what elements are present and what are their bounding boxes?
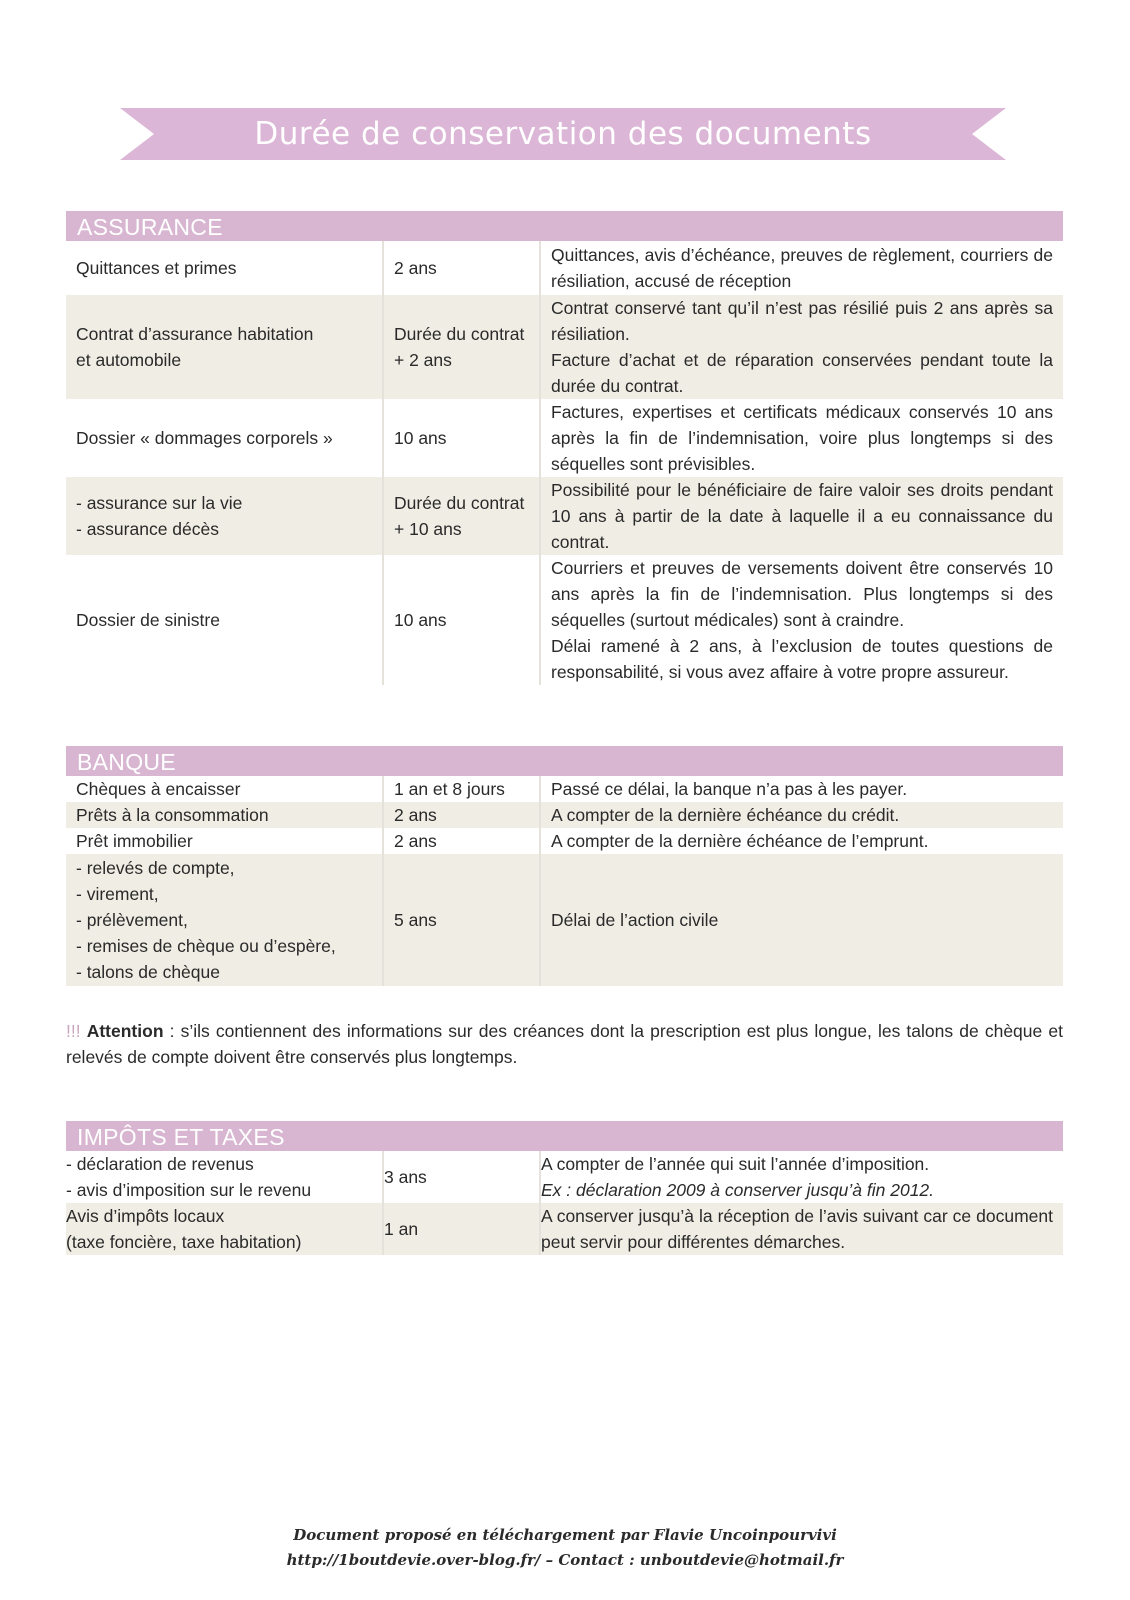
table-row [66,477,1063,555]
duration-cell: 1 an [383,1203,540,1255]
note-cell: A compter de la dernière échéance de l’emprunt. [540,828,1063,854]
doc-cell: - relevés de compte, - virement, - prélèvement, - remises de chèque ou d’espère, - talons de chèque [66,854,383,986]
table-banque [66,776,1063,986]
footer-contact: http://1boutdevie.over-blog.fr/ – Contact : unboutdevie@hotmail.fr [286,1551,844,1569]
note-cell: Quittances, avis d’échéance, preuves de règlement, courriers de résiliation, accusé de réception [540,241,1063,295]
note-example: Ex : déclaration 2009 à conserver jusqu’à fin 2012. [541,1180,935,1200]
duration-cell: 3 ans [383,1151,540,1203]
note-text: A compter de l’année qui suit l’année d’imposition. [541,1154,930,1174]
note-cell: Passé ce délai, la banque n’a pas à les payer. [540,776,1063,802]
note-cell [540,1151,1063,1203]
doc-cell: Dossier « dommages corporels » [76,428,333,448]
doc-cell: Prêt immobilier [76,831,193,851]
table-row [66,1151,1063,1203]
duration-cell: 2 ans [383,828,540,854]
table-row [66,399,1063,477]
table-row [66,828,1063,854]
table-row [66,241,1063,295]
duration-cell: 10 ans [383,399,540,477]
duration-cell: 5 ans [383,854,540,986]
table-row [66,1203,1063,1255]
section-header-assurance: ASSURANCE [66,211,1063,241]
footer-credit: Document proposé en téléchargement par Flavie Uncoinpourvivi [293,1526,837,1544]
attention-text: : s’ils contiennent des informations sur des créances dont la prescription est plus longue, les talons de chèque et relevés de compte doivent être conservés plus longtemps. [66,1021,1063,1067]
section-header-banque: BANQUE [66,746,1063,776]
doc-cell: Prêts à la consommation [66,802,383,828]
note-cell: Délai de l’action civile [540,854,1063,986]
doc-cell: - assurance sur la vie - assurance décès [66,477,383,555]
table-row [66,854,1063,986]
doc-cell: Chèques à encaisser [76,779,241,799]
table-assurance [66,241,1063,685]
attention-note [66,1018,1063,1070]
section-assurance [66,211,1063,685]
doc-cell: Contrat d’assurance habitation et automobile [66,295,383,399]
section-impots [66,1121,1063,1255]
doc-cell: Dossier de sinistre [76,610,220,630]
note-cell: Courriers et preuves de versements doivent être conservés 10 ans après la fin de l’indemnisation. Plus longtemps si des séquelles (surtout médicales) sont à craindre. Délai ramené à 2 ans, à l’exclusion de toutes questions de responsabilité, si vous avez affaire à votre propre assureur. [540,555,1063,685]
duration-cell: 1 an et 8 jours [383,776,540,802]
duration-cell: Durée du contrat + 2 ans [383,295,540,399]
table-row [66,555,1063,685]
attention-marks: !!! [66,1021,81,1041]
attention-label: Attention [86,1021,164,1041]
table-impots [66,1151,1063,1255]
note-cell: Factures, expertises et certificats médicaux conservés 10 ans après la fin de l’indemnisation, voire plus longtemps si des séquelles sont prévisibles. [540,399,1063,477]
table-row [66,295,1063,399]
table-row [66,776,1063,802]
duration-cell: 2 ans [383,802,540,828]
note-cell: A compter de la dernière échéance du crédit. [540,802,1063,828]
duration-cell: 2 ans [383,241,540,295]
note-cell: A conserver jusqu’à la réception de l’avis suivant car ce document peut servir pour différentes démarches. [540,1203,1063,1255]
note-cell: Contrat conservé tant qu’il n’est pas résilié puis 2 ans après sa résiliation. Facture d’achat et de réparation conservées pendant toute la durée du contrat. [540,295,1063,399]
duration-cell: Durée du contrat + 10 ans [383,477,540,555]
doc-cell: - déclaration de revenus - avis d’imposition sur le revenu [66,1154,312,1200]
section-banque [66,746,1063,986]
table-row [66,802,1063,828]
doc-cell: Avis d’impôts locaux (taxe foncière, taxe habitation) [66,1203,383,1255]
note-cell: Possibilité pour le bénéficiaire de faire valoir ses droits pendant 10 ans à partir de la date à laquelle il a eu connaissance du contrat. [540,477,1063,555]
title-banner [120,108,1006,160]
page-title: Durée de conservation des documents [254,116,872,152]
section-header-impots: IMPÔTS ET TAXES [66,1121,1063,1151]
duration-cell: 10 ans [383,555,540,685]
doc-cell: Quittances et primes [76,258,237,278]
footer [0,1523,1130,1573]
